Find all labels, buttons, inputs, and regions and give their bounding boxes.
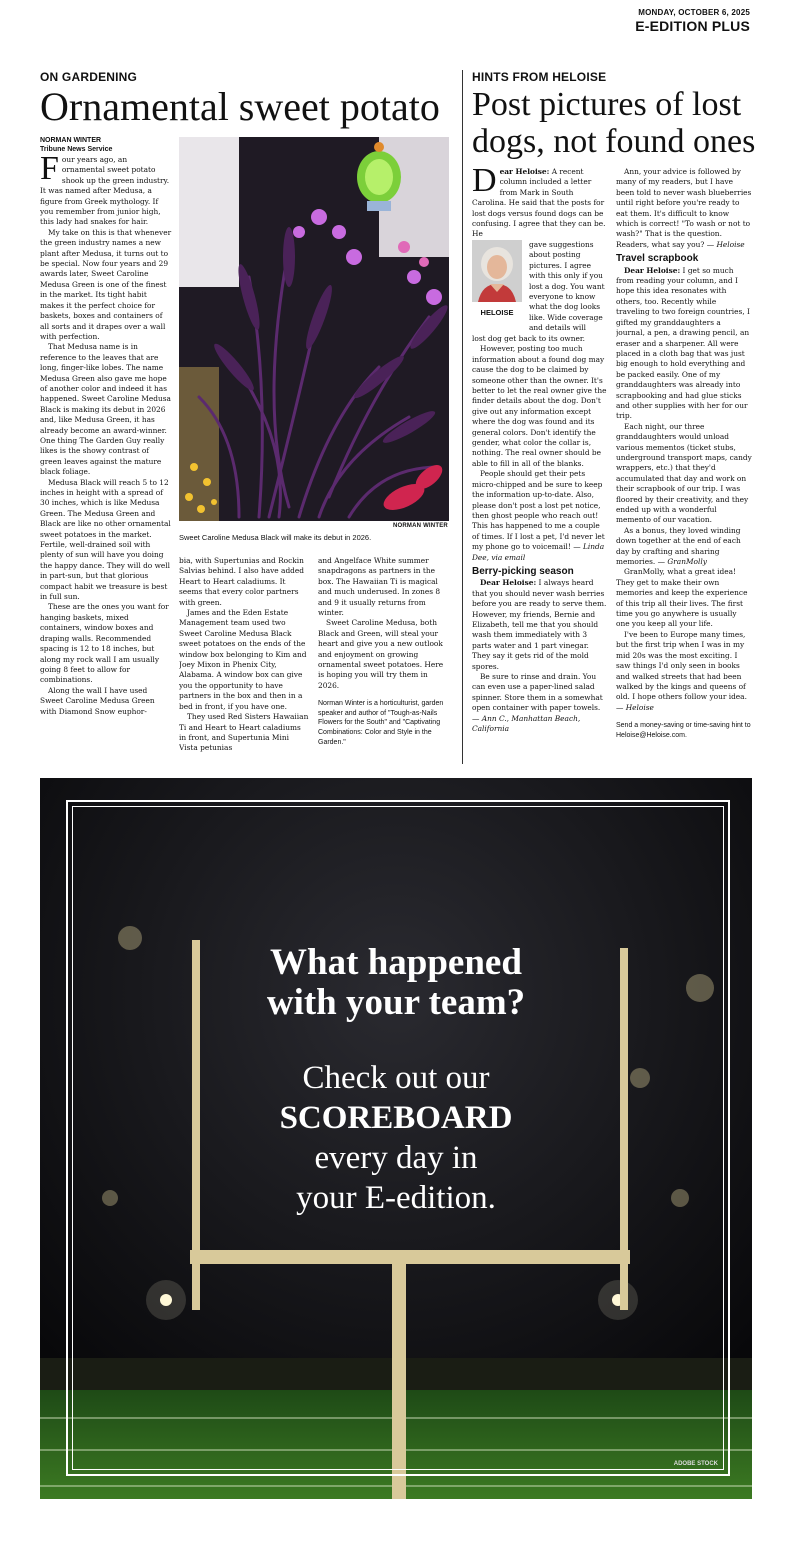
article-paragraph: [472, 672, 608, 734]
article-paragraph-text: Be sure to rinse and drain. You can even use a paper-lined salad spinner. Store them in a somewhat open container with paper towels.: [472, 672, 603, 713]
article-paragraph: [616, 630, 752, 713]
article-paragraph: [472, 469, 608, 563]
ad-body-line: [40, 1098, 752, 1138]
signature: — GranMolly: [657, 557, 707, 567]
photo-credit: NORMAN WINTER: [393, 523, 448, 529]
author-bio: Norman Winter is a horticulturist, garden speaker and author of "Tough-as-Nails Flowers for the South" and "Captivating Combinations: Color and Style in the Garden.": [318, 700, 444, 746]
subhead-travel: Travel scrapbook: [616, 253, 699, 265]
article-paragraph: Each night, our three granddaughters would unload various mementos (ticket stubs, underground transport maps, candy wrappers, etc.) that they'd accumulated that day and work on their scrapbook of our trip. I was floored by their creativity, and they ended up with a wonderful memento of our vacation.: [616, 421, 752, 525]
ad-body: [40, 1058, 752, 1218]
heloise-portrait-illustration: [472, 240, 522, 302]
ad-question: [40, 943, 752, 1023]
masthead: [635, 8, 750, 34]
article-paragraph: Medusa Black will reach 5 to 12 inches in height with a spread of 30 inches, which is like Medusa Green. The Medusa Green and Black are like no other ornamental sweet potatoes in the market. Fertile, well-drained soil with plenty of sun will have you doing the happy dance. They will do well in part-sun, but that glorious compact habit we treasure is best in full sun.: [40, 477, 171, 602]
byline-org: Tribune News Service: [40, 146, 113, 154]
heloise-portrait-label: HELOISE: [480, 308, 514, 317]
article-paragraph-text: I've been to Europe many times, but the first trip when I was in my mid 20s was the most exciting. I saw things I'd only seen in books and walked streets that had been walked by the kings and queens of old. I hope others follow your idea.: [616, 629, 747, 702]
article-paragraph-text: People should get their pets micro-chipped and be sure to keep the information up-to-date. Also, please don't post a lost pet notice, then ghost people who reach out! This has happened to me a couple of times. If I lost a pet, I'd never let my phone go to voicemail!: [472, 469, 605, 552]
dropcap: F: [40, 155, 59, 187]
article-paragraph: Along the wall I have used Sweet Caroline Medusa Green with Diamond Snow euphor-: [40, 685, 155, 716]
article-paragraph: bia, with Supertunias and Rockin Salvias behind. I also have added Heart to Heart caladiums. It seems that every color partners with green.: [179, 556, 305, 607]
article-paragraph: Sweet Caroline Medusa, both Black and Green, will steal your heart and give you a new outlook and enjoyment on growing ornamental sweet potatoes. Here is hoping you will try them in 2026.: [318, 618, 444, 690]
gardening-column-3: [318, 556, 450, 768]
article-paragraph-text: Ann, your advice is followed by many of my readers, but I have been told to never wash blueberries until right before you're ready to eat them. It's difficult to know which is correct! "To wash or not to wash?" That is the question. Readers, what say you?: [616, 167, 752, 249]
ad-question-line: What happened: [270, 942, 522, 983]
article-paragraph: [472, 578, 608, 672]
byline-name: NORMAN WINTER: [40, 137, 102, 144]
article-paragraph: and Angelface White summer snapdragons as partners in the box. The Hawaiian Ti is magical and much underused. In zones 8 and 9 it usually returns from winter.: [318, 556, 441, 618]
lead-text: A recent column included a letter from Mark in South Carolina. He said that the posts for lost dogs versus found dogs can be confusing. I agree that they can be. He: [472, 167, 606, 239]
article-paragraph: [616, 266, 752, 422]
gardening-section-label: ON GARDENING: [40, 70, 138, 84]
article-paragraph: [616, 167, 752, 250]
scoreboard-ad[interactable]: [40, 778, 752, 1499]
gardening-headline: Ornamental sweet potato: [40, 84, 440, 129]
article-paragraph: These are the ones you want for hanging baskets, mixed containers, window boxes and draping walls. Recommended spacing is 12 to 18 inches, but along my rock wall I am usually going 8 feet to allow for combinations.: [40, 602, 169, 685]
article-paragraph: My take on this is that whenever the green industry names a new plant after Medusa, it turns out to be special. Now four years and 29 awards later, Sweet Caroline Medusa Green is one of the finest in the market. Its tight habit makes it the perfect choice for baskets, boxes and containers of all sorts and it drapes over a wall with perfection.: [40, 227, 172, 341]
heloise-lead-top: [472, 167, 608, 240]
photo-caption: Sweet Caroline Medusa Black will make its debut in 2026.: [179, 533, 372, 542]
heloise-column-2: [616, 167, 752, 767]
masthead-edition: E-EDITION PLUS: [635, 18, 750, 34]
signature: — Ann C., Manhattan Beach, California: [472, 713, 581, 734]
gardening-byline: [40, 136, 112, 154]
ad-body-line: Check out our: [302, 1060, 490, 1096]
article-paragraph: [616, 526, 752, 568]
column-divider: [462, 70, 463, 764]
article-paragraph-text: As a bonus, they loved winding down together at the end of each day by crafting and sharing memories.: [616, 525, 741, 567]
article-paragraph: James and the Eden Estate Management team used two Sweet Caroline Medusa Black sweet potatoes on the ends of the window box belonging to Kim and Joey Mixon in Phenix City, Alabama. A window box can give you the opportunity to have partners in the box and then in a bed in front, if you have one.: [179, 608, 307, 711]
article-paragraph: That Medusa name is in reference to the leaves that are long, finger-like lobes. The name Medusa Green also gave me hope of another color and indeed it has happened. Sweet Caroline Medusa Black is making its debut in 2026 and, like Medusa Green, it has already become an award-winner. One thing The Garden Guy really likes is the showy contrast of green leaves against the mature black foliage.: [40, 342, 171, 477]
gardening-column-1: [40, 155, 172, 767]
lead-salutation: ear Heloise:: [499, 167, 550, 176]
gardening-column-2: [179, 556, 309, 768]
subhead-berry: Berry-picking season: [472, 565, 574, 577]
ad-photo-credit: ADOBE STOCK: [673, 1461, 718, 1467]
signature: — Heloise: [616, 702, 654, 712]
lead-paragraph-cont: gave suggestions about posting pictures. I agree with this only if you lost a dog. You want everyone to know what the dog looks like. Wide coverage and details will: [529, 240, 605, 333]
article-paragraph-text: I get so much from reading your column, and I hope this idea resonates with others, too. Recently while traveling to two foreign countries, I gifted my granddaughters a journal, a pen, a drawing pencil, an eraser and a sharpener. All were placed in a cloth bag that was just big enough to hold everything and be packed easily. One of my granddaughters was already into scrapbooking and had glue sticks and other supplies with her for our trip.: [616, 265, 750, 421]
article-paragraph: However, posting too much information about a found dog may cause the dog to be claimed by someone other than the owner. It's better to let the real owner give the finder details about the dog. Don't give out any information except where the dog was found and its general colors. Don't identify the gender, what color the collar is, nothing. The real owner should be able to fill in all of the blanks.: [472, 344, 607, 468]
heloise-column-1: [472, 334, 608, 764]
plant-photo: [179, 137, 449, 521]
ad-body-line: every day in: [314, 1140, 478, 1176]
salutation: Dear Heloise:: [624, 265, 681, 275]
masthead-date: MONDAY, OCTOBER 6, 2025: [638, 8, 750, 17]
heloise-portrait: [472, 240, 522, 302]
salutation: Dear Heloise:: [480, 578, 537, 588]
ad-body-line: your E-edition.: [296, 1180, 496, 1216]
dropcap: D: [472, 167, 497, 199]
article-paragraph: GranMolly, what a great idea! They get to make their own memories and keep the experience of this trip all their lives. The first time you go anywhere is usually one you keep all your life.: [616, 567, 748, 629]
article-paragraph-text: I always heard that you should never wash berries before you are ready to serve them. However, my friends, Bernie and Elizabeth, tell me that you should wash them immediately with 3 parts water and 1 part vinegar. They say it gets rid of the mold spores.: [472, 578, 607, 671]
signature: — Heloise: [706, 239, 745, 249]
heloise-lead-side: [529, 240, 609, 334]
signature: — Linda Dee, via email: [472, 542, 605, 562]
ad-question-line: with your team?: [266, 982, 526, 1023]
heloise-section-label: HINTS FROM HELOISE: [472, 70, 607, 84]
plant-photo-illustration: [179, 137, 449, 521]
article-paragraph: our years ago, an ornamental sweet potato shook up the green industry. It was named after Medusa, a figure from Greek mythology. If you remember from junior high, this lady had snakes for hair.: [40, 155, 170, 227]
ad-scoreboard-word: SCOREBOARD: [279, 1100, 513, 1136]
article-paragraph: They used Red Sisters Hawaiian Ti and Heart to Heart caladiums in front, and Supertunia Mini Vista petunias: [179, 712, 309, 753]
heloise-headline: Post pictures of lost dogs, not found ones: [472, 86, 756, 160]
lead-paragraph-end: lost dog get back to its owner.: [472, 334, 585, 343]
heloise-footer: Send a money-saving or time-saving hint to Heloise@Heloise.com.: [616, 722, 751, 739]
